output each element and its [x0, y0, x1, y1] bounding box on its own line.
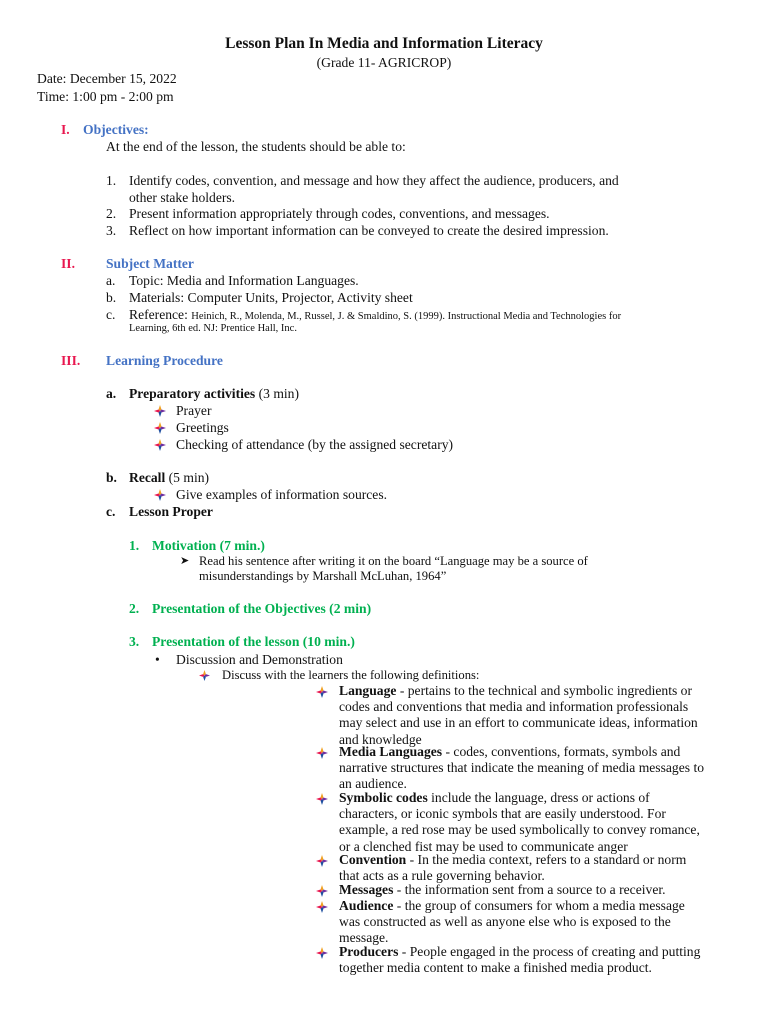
section-numeral-ii: II.	[61, 256, 75, 271]
prep-item: Prayer	[176, 403, 212, 418]
presentation-objectives-heading: Presentation of the Objectives (2 min)	[152, 601, 372, 616]
subject-letter: b.	[106, 290, 117, 305]
objectives-intro: At the end of the lesson, the students should be able to:	[106, 139, 406, 154]
motivation-line-cont: misunderstandings by Marshall McLuhan, 1964”	[199, 569, 447, 583]
definition-producers: Producers - People engaged in the process of creating and putting together media content to make a finished media product.	[339, 944, 701, 976]
objective-text: Reflect on how important information can be conveyed to create the desired impression.	[129, 223, 609, 238]
lesson-proper-heading: Lesson Proper	[129, 504, 213, 519]
prep-heading	[129, 386, 299, 402]
reference-citation: Heinich, R., Molenda, M., Russel, J. & Smaldino, S. (1999). Instructional Media and Technologies for	[191, 311, 622, 322]
bullet-icon	[316, 793, 328, 805]
subject-item: Topic: Media and Information Languages.	[129, 273, 359, 288]
definition-messages: Messages - the information sent from a source to a receiver.	[339, 882, 666, 897]
lesson-date: Date: December 15, 2022	[37, 71, 177, 86]
subject-matter-heading: Subject Matter	[106, 256, 194, 271]
bullet-icon	[154, 422, 166, 434]
reference-citation-cont: Learning, 6th ed. NJ: Prentice Hall, Inc.	[129, 323, 297, 334]
subject-item: Materials: Computer Units, Projector, Activity sheet	[129, 290, 413, 305]
recall-item: Give examples of information sources.	[176, 487, 388, 502]
bullet-icon	[316, 855, 328, 867]
bullet-icon	[199, 670, 210, 681]
learning-procedure-heading: Learning Procedure	[106, 353, 223, 368]
arrow-bullet-icon: ➤	[180, 555, 190, 567]
objective-text: Identify codes, convention, and message and how they affect the audience, producers, and	[129, 173, 619, 188]
subject-letter: a.	[106, 273, 116, 288]
prep-letter: a.	[106, 386, 117, 401]
bullet-icon	[154, 489, 166, 501]
bullet-icon	[316, 885, 328, 897]
bullet-icon	[154, 405, 166, 417]
objective-number: 2.	[106, 206, 117, 221]
objective-text: Present information appropriately through codes, conventions, and messages.	[129, 206, 550, 221]
presentation-lesson-number: 3.	[129, 634, 140, 649]
prep-label: Preparatory activities	[129, 386, 256, 401]
reference-label: Reference:	[129, 307, 192, 322]
definition-audience: Audience - the group of consumers for whom a media message was constructed as well as anyone else who is exposed to the message.	[339, 898, 685, 946]
reference-item	[129, 307, 621, 323]
motivation-number: 1.	[129, 538, 140, 553]
objective-text-cont: other stake holders.	[129, 190, 236, 205]
bullet-icon	[316, 747, 328, 759]
prep-item: Checking of attendance (by the assigned secretary)	[176, 437, 454, 452]
motivation-line: Read his sentence after writing it on the board “Language may be a source of	[199, 554, 588, 568]
recall-heading	[129, 470, 209, 486]
section-numeral-i: I.	[61, 122, 70, 137]
recall-letter: b.	[106, 470, 117, 485]
objective-number: 1.	[106, 173, 117, 188]
bullet-icon	[154, 439, 166, 451]
definition-symbolic-codes: Symbolic codes include the language, dress or actions of characters, or iconic symbols that are easily understood. For example, a red rose may be used symbolically to convey romance, or a clenched fist may be used to communicate anger	[339, 790, 700, 854]
motivation-heading: Motivation (7 min.)	[152, 538, 265, 553]
bullet-icon	[316, 901, 328, 913]
page-subtitle: (Grade 11- AGRICROP)	[316, 55, 452, 70]
dot-bullet-icon: •	[155, 652, 160, 667]
page-title: Lesson Plan In Media and Information Literacy	[225, 35, 543, 52]
definition-convention: Convention - In the media context, refers to a standard or norm that acts as a rule governing behavior.	[339, 852, 687, 884]
subject-letter: c.	[106, 307, 116, 322]
lesson-time: Time: 1:00 pm - 2:00 pm	[37, 89, 174, 104]
definition-language: Language - pertains to the technical and symbolic ingredients or codes and conventions that media and information professionals may select and use in an effort to communicate ideas, information and knowledge	[339, 683, 698, 747]
recall-time: (5 min)	[165, 470, 210, 485]
prep-item: Greetings	[176, 420, 229, 435]
presentation-lesson-heading: Presentation of the lesson (10 min.)	[152, 634, 355, 649]
section-numeral-iii: III.	[61, 353, 81, 368]
bullet-icon	[316, 947, 328, 959]
discussion-sub-item: Discuss with the learners the following definitions:	[222, 668, 480, 682]
proper-letter: c.	[106, 504, 116, 519]
prep-time: (3 min)	[255, 386, 299, 401]
discussion-item: Discussion and Demonstration	[176, 652, 343, 667]
objective-number: 3.	[106, 223, 117, 238]
presentation-objectives-number: 2.	[129, 601, 140, 616]
objectives-heading: Objectives:	[83, 122, 149, 137]
recall-label: Recall	[129, 470, 166, 485]
bullet-icon	[316, 686, 328, 698]
definition-media-languages: Media Languages - codes, conventions, formats, symbols and narrative structures that indicate the meaning of media messages to an audience.	[339, 744, 705, 792]
